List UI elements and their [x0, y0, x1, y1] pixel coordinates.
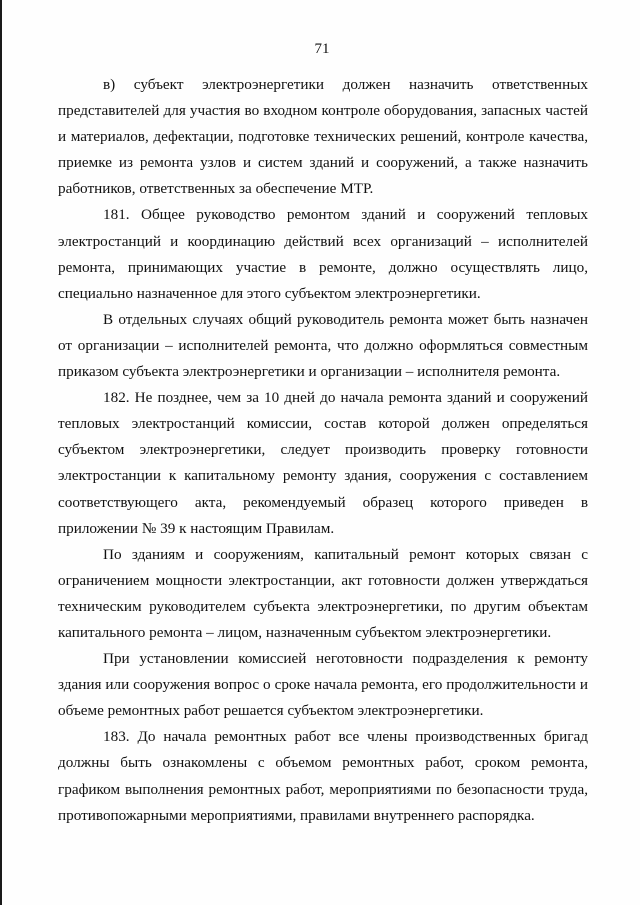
document-body [58, 72, 588, 829]
page-number: 71 [314, 41, 330, 57]
paragraph-182-readiness-check: 182. Не позднее, чем за 10 дней до начала ремонта зданий и сооружений тепловых электростанций комиссии, состав которой должен определяться субъектом электроэнергетики, следует производить проверку готовности электростанции к капитальному ремонту здания, сооружения с составлением соответствующего акта, рекомендуемый образец которого приведен в приложении № 39 к настоящим Правилам. [58, 389, 588, 537]
paragraph-unreadiness-decision: При установлении комиссией неготовности подразделения к ремонту здания или сооружения вопрос о сроке начала ремонта, его продолжительности и объеме ремонтных работ решается субъектом электроэнергетики. [58, 650, 588, 720]
paragraph-readiness-act-approval: По зданиям и сооружениям, капитальный ремонт которых связан с ограничением мощности электростанции, акт готовности должен утверждаться техническим руководителем субъекта электроэнергетики, по другим объектам капитального ремонта – лицом, назначенным субъектом электроэнергетики. [58, 545, 588, 641]
paragraph-181-general-management: 181. Общее руководство ремонтом зданий и сооружений тепловых электростанций и координацию действий всех организаций – исполнителей ремонта, принимающих участие в ремонте, должно осуществлять лицо, специально назначенное для этого субъектом электроэнергетики. [58, 206, 588, 302]
paragraph-183-briefing: 183. До начала ремонтных работ все члены производственных бригад должны быть ознакомлены с объемом ремонтных работ, сроком ремонта, графиком выполнения ремонтных работ, мероприятиями по безопасности труда, противопожарными мероприятиями, правилами внутреннего распорядка. [58, 728, 588, 824]
paragraph-v-responsible-representatives: в) субъект электроэнергетики должен назначить ответственных представителей для участия во входном контроле оборудования, запасных частей и материалов, дефектации, подготовке технических решений, контроле качества, приемке из ремонта узлов и систем зданий и сооружений, а также назначить работников, ответственных за обеспечение МТР. [58, 76, 588, 198]
paragraph-repair-manager-appointment: В отдельных случаях общий руководитель ремонта может быть назначен от организации – исполнителей ремонта, что должно оформляться совместным приказом субъекта электроэнергетики и организации – исполнителя ремонта. [58, 310, 588, 381]
